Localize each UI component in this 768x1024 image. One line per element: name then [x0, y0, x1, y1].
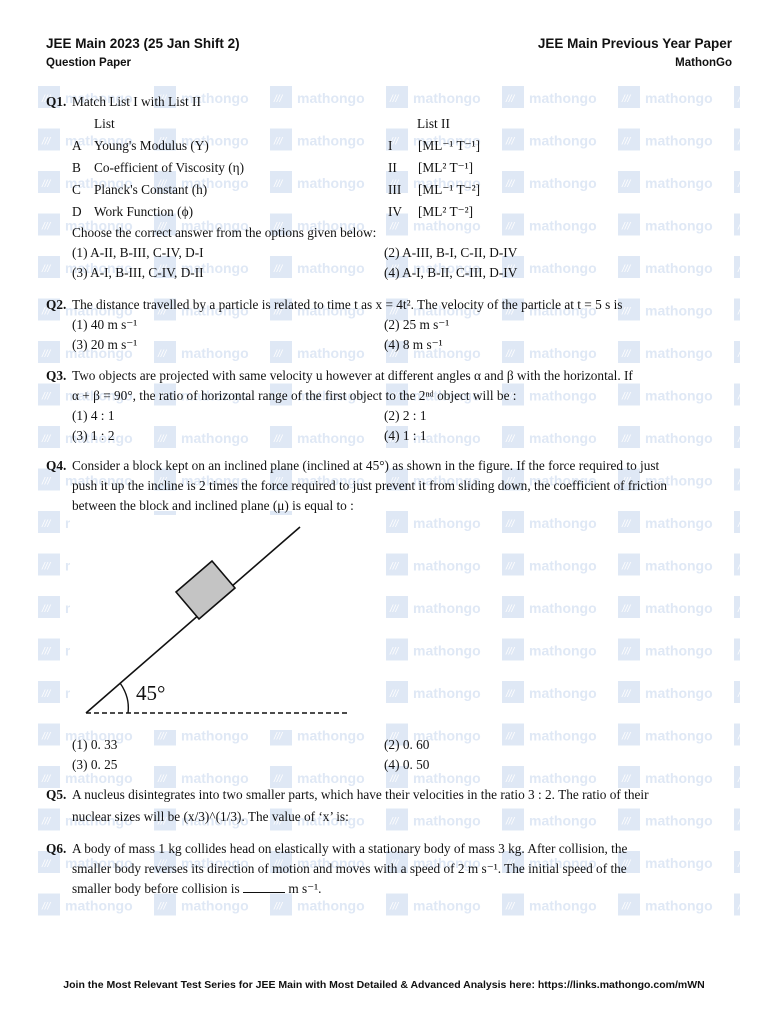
q1-row-item: Co-efficient of Viscosity (η)	[94, 160, 245, 175]
q3-stem-line1: Two objects are projected with same velocity u however at different angles α and β with the horizontal. If	[72, 368, 633, 383]
q2-stem: The distance travelled by a particle is related to time t as x = 4t². The velocity of the particle at t = 5 s is	[72, 297, 623, 312]
q3-option-2[interactable]: (2) 2 : 1	[384, 408, 427, 423]
q2-option-3[interactable]: (3) 20 m s⁻¹	[72, 337, 138, 352]
q1-row-key: B	[72, 160, 81, 175]
q6-stem-line3	[72, 881, 321, 897]
q1-row-key: A	[72, 138, 82, 153]
footer-promo[interactable]: Join the Most Relevant Test Series for JEE Main with Most Detailed & Advanced Analysis here: https://links.mathongo.com/mWN	[63, 979, 705, 991]
q1-stem: Match List I with List II	[72, 94, 201, 109]
q1-instruction: Choose the correct answer from the options given below:	[72, 225, 377, 240]
q6-number: Q6.	[46, 841, 67, 856]
paper-subtitle: Question Paper	[46, 57, 131, 69]
q4-option-3[interactable]: (3) 0. 25	[72, 757, 118, 772]
q6-stem-line2: smaller body reverses its direction of motion and moves with a speed of 2 m s⁻¹. The initial speed of the	[72, 861, 627, 876]
q3-option-4[interactable]: (4) 1 : 1	[384, 428, 427, 443]
angle-label: 45°	[136, 681, 166, 705]
q3-option-3[interactable]: (3) 1 : 2	[72, 428, 115, 443]
q1-row-dimension: [ML² T⁻²]	[418, 204, 473, 219]
q1-option-4[interactable]: (4) A-I, B-II, C-III, D-IV	[384, 265, 518, 280]
q6-stem-line1: A body of mass 1 kg collides head on elastically with a stationary body of mass 3 kg. After collision, the	[72, 841, 628, 856]
q1-option-1[interactable]: (1) A-II, B-III, C-IV, D-I	[72, 245, 204, 260]
q4-stem-line2: push it up the incline is 2 times the force required to just prevent it from sliding down, the coefficient of friction	[72, 478, 668, 493]
q5-number: Q5.	[46, 787, 67, 802]
list2-heading: List II	[417, 116, 450, 131]
q4-stem-line3: between the block and inclined plane (μ) is equal to :	[72, 498, 354, 513]
q1-row-dimension: [ML⁻¹ T⁻¹]	[418, 138, 481, 153]
q5-stem-line2: nuclear sizes will be (x/3)^(1/3). The value of ‘x’ is:	[72, 809, 349, 824]
q4-number: Q4.	[46, 458, 67, 473]
q3-option-1[interactable]: (1) 4 : 1	[72, 408, 115, 423]
q1-row-dimension: [ML² T⁻¹]	[418, 160, 473, 175]
q1-number: Q1.	[46, 94, 67, 109]
q1-option-2[interactable]: (2) A-III, B-I, C-II, D-IV	[384, 245, 518, 260]
q4-stem-line1: Consider a block kept on an inclined plane (inclined at 45°) as shown in the figure. If the force required to just	[72, 458, 660, 473]
q1-row-key: D	[72, 204, 82, 219]
q4-option-1[interactable]: (1) 0. 33	[72, 737, 118, 752]
q1-row-roman: IV	[388, 204, 403, 219]
q1-row-roman: I	[388, 138, 393, 153]
q1-row-dimension: [ML⁻¹ T⁻²]	[418, 182, 481, 197]
brand-name: MathonGo	[675, 57, 732, 69]
q6-unit: m s⁻¹.	[288, 881, 322, 896]
q1-row-item: Planck's Constant (h)	[94, 182, 208, 197]
q1-row-item: Work Function (ϕ)	[94, 204, 193, 219]
q1-option-3[interactable]: (3) A-I, B-III, C-IV, D-II	[72, 265, 204, 280]
q2-option-2[interactable]: (2) 25 m s⁻¹	[384, 317, 450, 332]
q4-option-4[interactable]: (4) 0. 50	[384, 757, 430, 772]
q3-stem-line2: α + β = 90°, the ratio of horizontal range of the first object to the 2ⁿᵈ object will be :	[72, 388, 517, 403]
q1-row-roman: III	[388, 182, 402, 197]
q2-number: Q2.	[46, 297, 67, 312]
q1-row-item: Young's Modulus (Y)	[94, 138, 209, 153]
q5-stem-line1: A nucleus disintegrates into two smaller parts, which have their velocities in the ratio 3 : 2. The ratio of their	[72, 787, 649, 802]
answer-blank[interactable]	[243, 881, 285, 893]
q1-row-roman: II	[388, 160, 397, 175]
paper-title: JEE Main 2023 (25 Jan Shift 2)	[46, 36, 240, 51]
q1-row-key: C	[72, 182, 81, 197]
series-title: JEE Main Previous Year Paper	[537, 36, 732, 51]
q2-option-1[interactable]: (1) 40 m s⁻¹	[72, 317, 138, 332]
list1-heading: List	[94, 116, 115, 131]
q3-number: Q3.	[46, 368, 67, 383]
q4-option-2[interactable]: (2) 0. 60	[384, 737, 430, 752]
q2-option-4[interactable]: (4) 8 m s⁻¹	[384, 337, 443, 352]
q6-stem-line3-text: smaller body before collision is	[72, 881, 240, 896]
inclined-plane-figure	[70, 515, 370, 730]
